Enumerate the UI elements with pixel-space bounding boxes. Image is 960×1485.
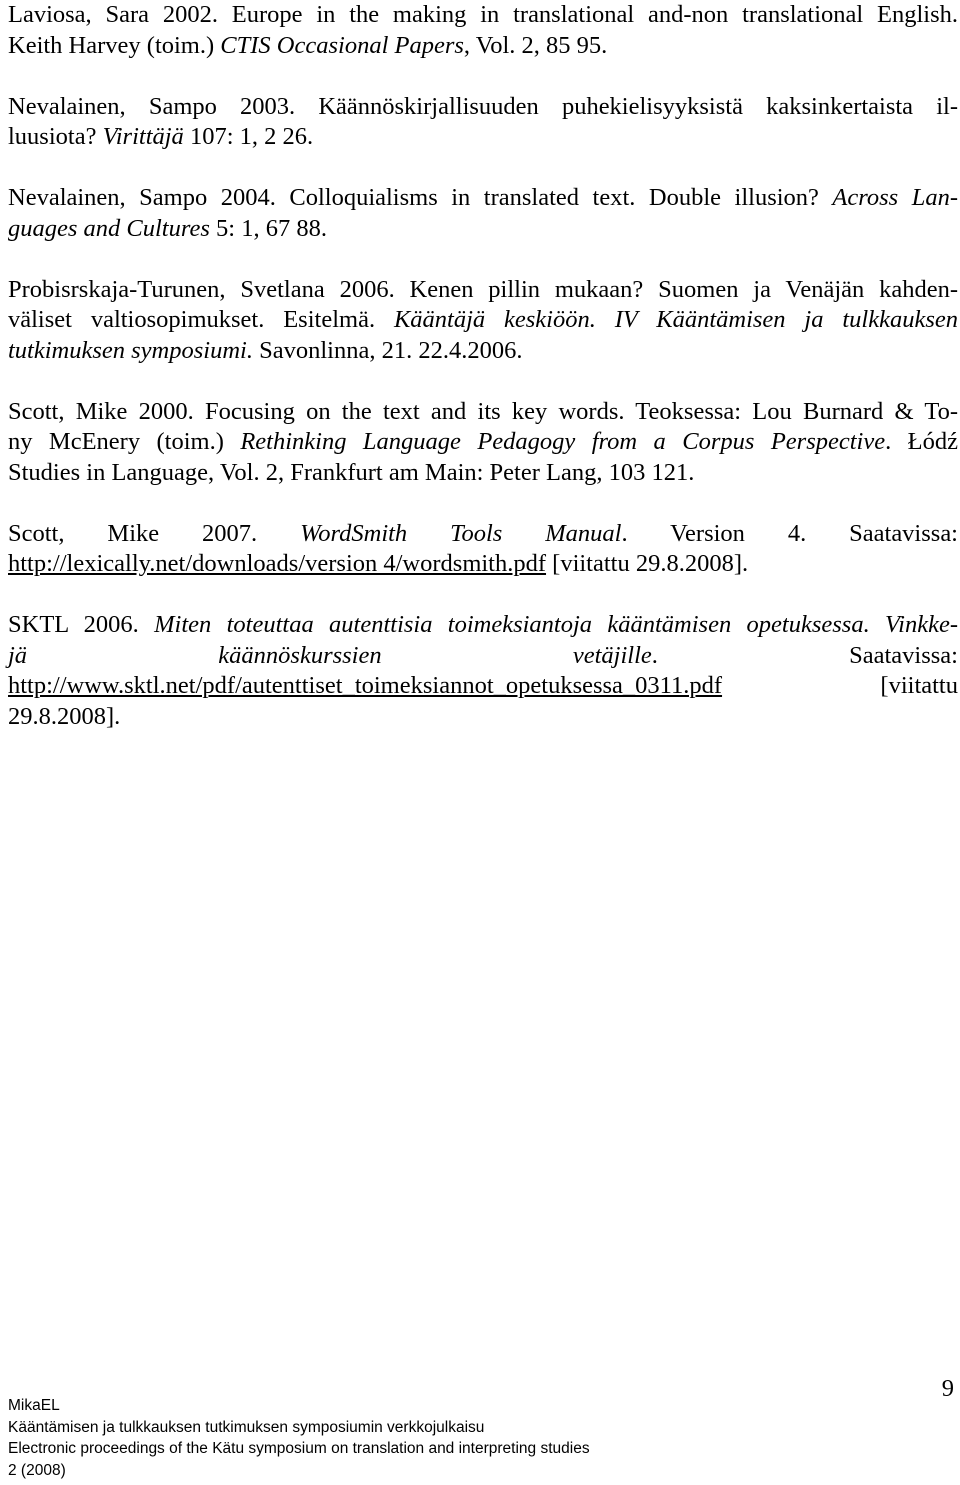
reference-text: 107: 1, 2 26. xyxy=(183,123,314,150)
reference-line xyxy=(8,641,958,672)
reference-text: . Łódź xyxy=(885,428,958,455)
reference-line xyxy=(8,336,958,367)
reference-title: Across Lan- xyxy=(832,184,958,211)
reference-text: Scott, Mike 2007. xyxy=(8,519,301,547)
reference-text: [viitattu 29.8.2008]. xyxy=(546,550,749,577)
reference-text: Nevalainen, Sampo 2004. Colloquialisms in translated text. Double illusion? xyxy=(8,184,833,211)
page-number: 9 xyxy=(941,1375,954,1402)
reference-text: Probisrskaja-Turunen, Svetlana 2006. Kenen pillin mukaan? Suomen ja Venäjän kahden- xyxy=(8,275,958,303)
reference-entry xyxy=(8,397,958,489)
reference-entry xyxy=(8,0,958,61)
page-footer xyxy=(8,1395,948,1481)
reference-title: CTIS Occasional Papers xyxy=(220,31,464,59)
reference-line xyxy=(8,0,958,31)
reference-url-link[interactable]: http://www.sktl.net/pdf/autenttiset_toimeksiannot_opetuksessa_0311.pdf xyxy=(8,672,723,699)
reference-title: guages and Cultures xyxy=(8,214,210,242)
reference-text: väliset valtiosopimukset. Esitelmä. xyxy=(8,306,394,333)
reference-entry xyxy=(8,92,958,153)
reference-text: [viitattu xyxy=(722,672,958,699)
reference-title: WordSmith Tools Manual xyxy=(300,519,622,547)
reference-line xyxy=(8,275,958,306)
reference-entry xyxy=(8,183,958,244)
reference-line xyxy=(8,305,958,336)
journal-issue: 2 (2008) xyxy=(8,1461,66,1479)
reference-text: Laviosa, Sara 2002. Europe in the making in translational and-non translational English. xyxy=(8,1,958,28)
reference-line xyxy=(8,702,958,733)
reference-title: Virittäjä xyxy=(102,123,184,150)
reference-text: Scott, Mike 2000. Focusing on the text and its key words. Teoksessa: Lou Burnard & To- xyxy=(8,397,958,425)
reference-text: Nevalainen, Sampo 2003. Käännöskirjallisuuden puhekielisyyksistä kaksinkertaista il- xyxy=(8,92,958,120)
reference-title: Rethinking Language Pedagogy from a Corpus Perspective xyxy=(240,428,886,455)
reference-entry xyxy=(8,275,958,367)
reference-text: . Version 4. Saatavissa: xyxy=(621,519,958,547)
reference-entry xyxy=(8,610,958,732)
reference-list xyxy=(8,0,958,763)
reference-url-link[interactable]: http://lexically.net/downloads/version 4/wordsmith.pdf xyxy=(8,550,547,577)
reference-line xyxy=(8,92,958,123)
reference-line xyxy=(8,427,958,458)
reference-line xyxy=(8,183,958,214)
reference-text: , Vol. 2, 85 95. xyxy=(463,31,608,59)
reference-text: 5: 1, 67 88. xyxy=(209,214,327,242)
reference-line xyxy=(8,610,958,641)
reference-text: Keith Harvey (toim.) xyxy=(8,31,221,59)
reference-text: ny McEnery (toim.) xyxy=(8,428,241,455)
reference-line xyxy=(8,31,958,62)
reference-title: Kääntäjä keskiöön. IV Kääntämisen ja tulkkauksen xyxy=(393,306,958,333)
reference-line xyxy=(8,519,958,550)
reference-line xyxy=(8,122,958,153)
reference-text: 29.8.2008]. xyxy=(8,702,121,730)
reference-text: Savonlinna, 21. 22.4.2006. xyxy=(252,336,523,364)
journal-name: MikaEL xyxy=(8,1397,60,1414)
reference-line xyxy=(8,397,958,428)
reference-title: tutkimuksen symposiumi. xyxy=(8,336,253,364)
reference-title: jä käännöskurssien vetäjille xyxy=(8,641,652,669)
reference-title: Miten toteuttaa autenttisia toimeksiantoja kääntämisen opetuksessa. Vinkke- xyxy=(154,611,959,638)
reference-text: luusiota? xyxy=(8,123,103,150)
reference-line xyxy=(8,549,958,580)
reference-entry xyxy=(8,519,958,580)
reference-line xyxy=(8,214,958,245)
reference-text: SKTL 2006. xyxy=(8,611,155,638)
reference-text: . Saatavissa: xyxy=(651,641,958,669)
journal-subtitle-en: Electronic proceedings of the Kätu symposium on translation and interpreting studies xyxy=(8,1440,590,1457)
reference-line xyxy=(8,671,958,702)
reference-line xyxy=(8,458,958,489)
journal-subtitle-fi: Kääntämisen ja tulkkauksen tutkimuksen symposiumin verkkojulkaisu xyxy=(8,1418,485,1436)
reference-text: Studies in Language, Vol. 2, Frankfurt am Main: Peter Lang, 103 121. xyxy=(8,458,695,486)
